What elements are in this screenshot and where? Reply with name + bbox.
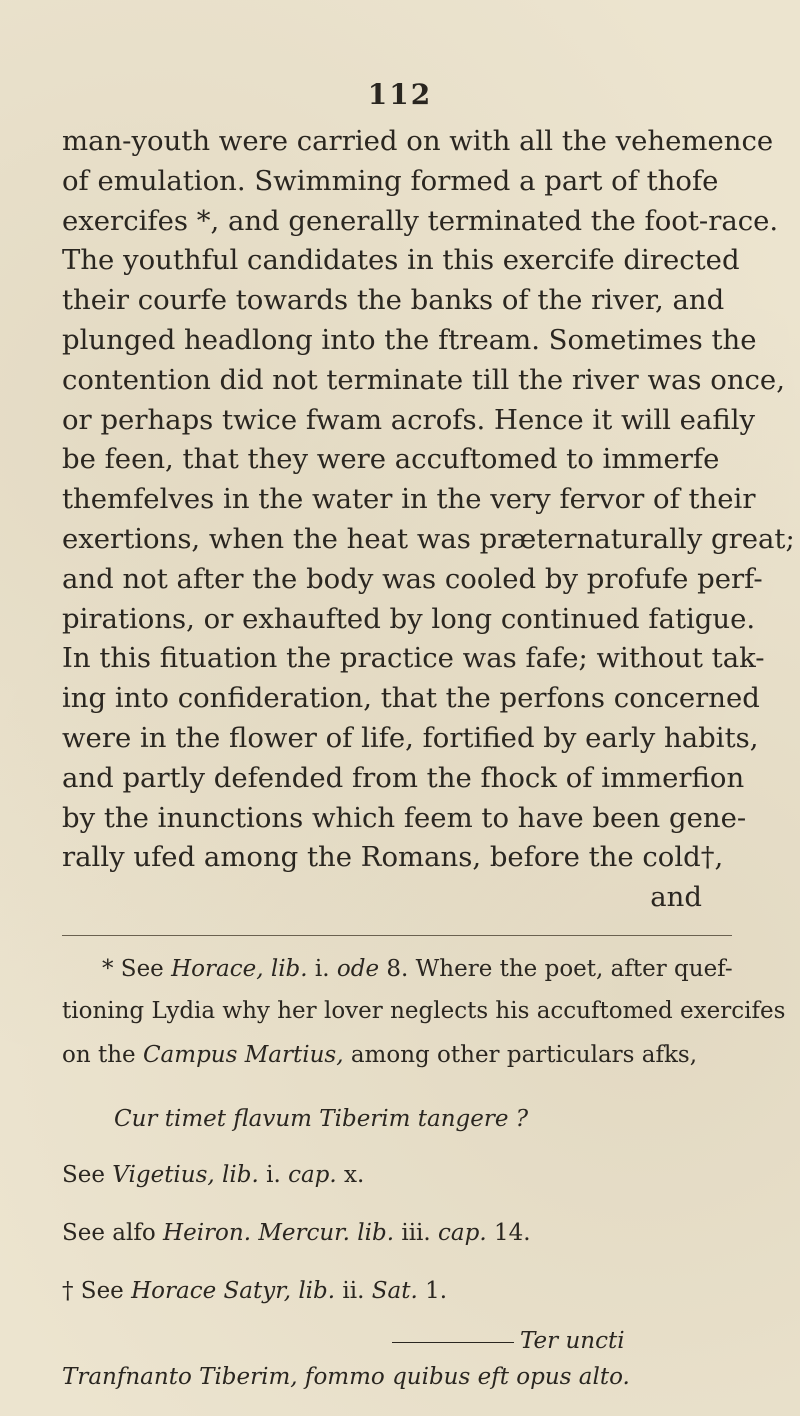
footnote-text: Heiron. Mercur. lib.: [163, 1220, 395, 1246]
footnote-text: cap.: [438, 1220, 487, 1246]
footnote-text: Campus Martius,: [142, 1042, 344, 1068]
footnote-line: [102, 952, 733, 986]
footnote-quote: [62, 1324, 722, 1358]
footnote-text: x.: [336, 1162, 365, 1188]
text-line: man-youth were carried on with all the vehemence: [62, 125, 774, 157]
text-line: ing into confideration, that the perfons concerned: [62, 682, 760, 715]
text-line: and not after the body was cooled by profufe perf-: [62, 562, 763, 595]
text-line: In this fituation the practice was fafe; without tak-: [62, 642, 765, 675]
footnote-text: i.: [258, 1162, 289, 1188]
body-text: [62, 122, 795, 918]
text-line: pirations, or exhaufted by long continued fatigue.: [62, 602, 756, 635]
footnote-text: 8. Where the poet, after quef-: [379, 956, 733, 982]
text-line: were in the flower of life, fortified by early habits,: [62, 721, 759, 754]
text-line: or perhaps twice fwam acrofs. Hence it will eafily: [62, 403, 756, 436]
footnote-text: ode: [336, 956, 380, 982]
quote-dash: [392, 1342, 514, 1343]
footnote-text: iii.: [394, 1220, 439, 1246]
footnote-line: [62, 994, 785, 1028]
text-line: plunged headlong into the ftream. Sometimes the: [62, 323, 757, 356]
footnote-line: [62, 1038, 697, 1072]
footnote-text: Ter uncti: [520, 1328, 625, 1354]
footnote-quote: [114, 1102, 528, 1136]
footnote-text: cap.: [288, 1162, 337, 1188]
footnote-text: i.: [307, 956, 337, 982]
footnote-text: See alfo: [62, 1220, 164, 1246]
footnote-text: 1.: [417, 1278, 448, 1304]
footnote-line: [62, 1216, 531, 1250]
footnote-text: 14.: [486, 1220, 531, 1246]
text-line: contention did not terminate till the river was once,: [62, 363, 785, 396]
footnote-text: See: [62, 1162, 113, 1188]
text-line: rally ufed among the Romans, before the cold†,: [62, 841, 724, 874]
footnote-quote: [62, 1360, 630, 1394]
footnote-text: Sat.: [371, 1278, 418, 1304]
footnote-line: [62, 1158, 364, 1192]
text-line: exercifes *, and generally terminated the foot-race.: [62, 204, 779, 237]
footnote-text: ii.: [335, 1278, 372, 1304]
footnote-text: among other particulars afks,: [343, 1042, 698, 1068]
footnote-line: [62, 1274, 447, 1308]
page-number: 112: [367, 78, 433, 111]
footnote-divider: [62, 935, 732, 936]
catchword: and: [650, 881, 702, 914]
text-line: exertions, when the heat was præternaturally great;: [62, 522, 795, 555]
text-line: themfelves in the water in the very fervor of their: [62, 483, 756, 516]
footnote-text: * See: [102, 956, 172, 982]
footnote-text: tioning Lydia why her lover neglects his accuftomed exercifes: [62, 998, 786, 1024]
text-line: be feen, that they were accuftomed to immerfe: [62, 443, 720, 476]
text-line: and partly defended from the fhock of immerfion: [62, 761, 745, 794]
footnote-text: Cur timet flavum Tiberim tangere ?: [114, 1106, 529, 1132]
text-line: of emulation. Swimming formed a part of thofe: [62, 164, 719, 197]
footnote-text: Tranfnanto Tiberim, fommo quibus eft opus alto.: [62, 1364, 630, 1390]
footnote-text: Horace Satyr, lib.: [131, 1278, 336, 1304]
text-line: The youthful candidates in this exercife directed: [62, 244, 740, 277]
footnote-text: on the: [62, 1042, 143, 1068]
text-line: their courfe towards the banks of the river, and: [62, 284, 725, 317]
text-line: by the inunctions which feem to have been gene-: [62, 801, 747, 834]
footnote-text: Vigetius, lib.: [112, 1162, 259, 1188]
footnote-text: † See: [62, 1278, 132, 1304]
footnote-text: Horace, lib.: [171, 956, 308, 982]
